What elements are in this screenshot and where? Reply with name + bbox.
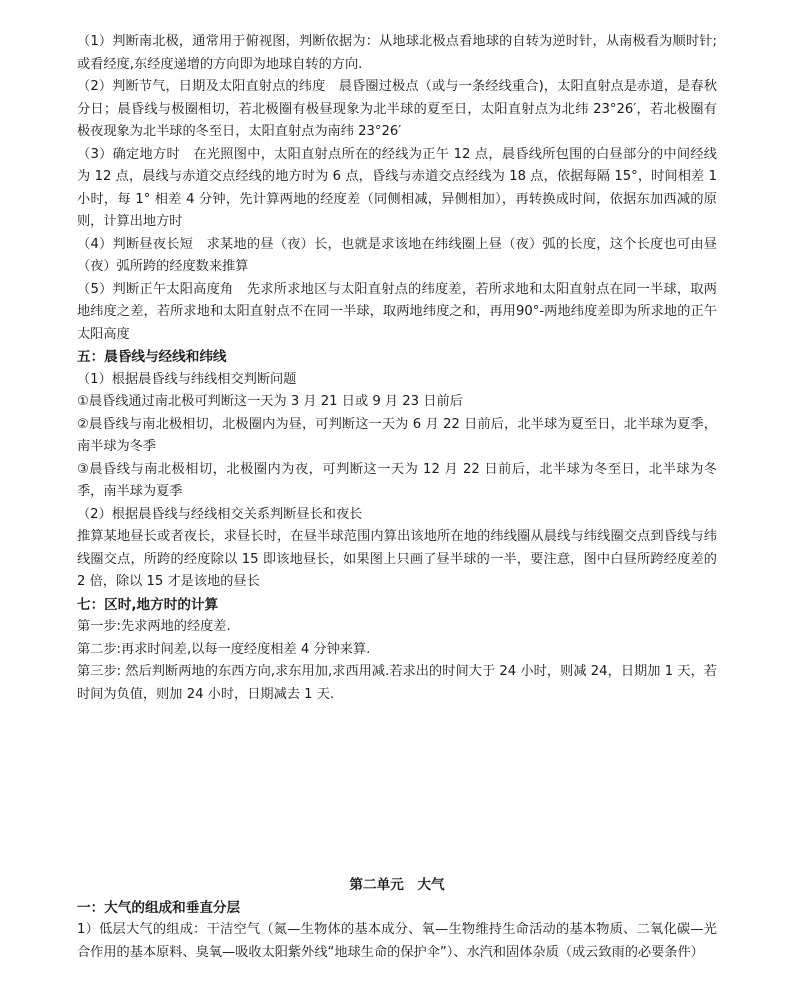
paragraph-local-time: （3）确定地方时 在光照图中，太阳直射点所在的经线为正午 12 点，晨昏线所包围的白昼部分的中间经线为 12 点，晨线与赤道交点经线的地方时为 6 点，昏线与赤道交点经线为 18 点，依据每隔 15°，时间相差 1 小时，每 1° 相差 4 分钟，先计算两地的经度差（同侧相减，异侧相加），再转换成时间，依据东加西减的原则，计算出地方时 [77,146,717,229]
paragraph-atmosphere-composition: 1）低层大气的组成：干洁空气（氮—生物体的基本成分、氧—生物维持生命活动的基本物质、二氧化碳—光合作用的基本原料、臭氧—吸收太阳紫外线“地球生命的保护伞”）、水汽和固体杂质（成云致雨的必要条件） [77,922,717,960]
section-heading-terminator: 五：晨昏线与经线和纬线 [77,349,227,365]
step-1: 第一步:先求两地的经度差. [77,619,231,634]
point-summer-solstice: ②晨昏线与南北极相切，北极圈内为昼，可判断这一天为 6 月 22 日前后，北半球为夏至日，北半球为夏季，南半球为冬季 [77,416,717,454]
paragraph-noon-sun-altitude: （5）判断正午太阳高度角 先求所求地区与太阳直射点的纬度差，若所求地和太阳直射点在同一半球，取两地纬度之差，若所求地和太阳直射点不在同一半球，取两地纬度之和，再用90°-两地纬度差即为所求地的正午太阳高度 [77,281,717,342]
blank-space [77,706,717,874]
step-2: 第二步:再求时间差,以每一度经度相差 4 分钟来算. [77,641,371,657]
subheading-longitude: （2）根据晨昏线与经线相交关系判断昼长和夜长 [77,506,363,522]
paragraph-day-night-length: 推算某地昼长或者夜长，求昼长时，在昼半球范围内算出该地所在地的纬线圈从晨线与纬线圈交点到昏线与纬线圈交点，所跨的经度除以 15 即该地昼长，如果图上只画了昼半球的一半，要注意，图中白昼所跨经度差的 2 倍，除以 15 才是该地的昼长 [77,529,717,589]
point-equinox: ①晨昏线通过南北极可判断这一天为 3 月 21 日或 9 月 23 日前后 [77,394,463,409]
step-3: 第三步: 然后判断两地的东西方向,求东用加,求西用减.若求出的时间大于 24 小时，则减 24，日期加 1 天，若时间为负值，则加 24 小时，日期减去 1 天. [77,664,717,702]
point-winter-solstice: ③晨昏线与南北极相切，北极圈内为夜，可判断这一天为 12 月 22 日前后，北半球为冬至日，北半球为冬季，南半球为夏季 [77,461,717,499]
subheading-latitude: （1）根据晨昏线与纬线相交判断问题 [77,371,297,387]
unit-title: 第二单元 大气 [349,877,445,893]
paragraph-day-length: （4）判断昼夜长短 求某地的昼（夜）长，也就是求该地在纬线圈上昼（夜）弧的长度，这个长度也可由昼（夜）弧所跨的经度数来推算 [77,236,717,274]
section-heading-time-calc: 七：区时,地方时的计算 [77,596,219,613]
paragraph-judge-poles: （1）判断南北极，通常用于俯视图，判断依据为：从地球北极点看地球的自转为逆时针，从南极看为顺时针;或看经度,东经度递增的方向即为地球自转的方向. [77,34,717,72]
section-heading-atmosphere: 一：大气的组成和垂直分层 [77,899,241,916]
document-page [77,31,717,964]
paragraph-judge-solar-terms: （2）判断节气，日期及太阳直射点的纬度 晨昏圈过极点（或与一条经线重合)，太阳直射点是赤道，是春秋分日；晨昏线与极圈相切，若北极圈有极昼现象为北半球的夏至日，太阳直射点为北纬 23°26′，若北极圈有极夜现象为北半球的冬至日，太阳直射点为南纬 23°26′ [77,79,717,139]
